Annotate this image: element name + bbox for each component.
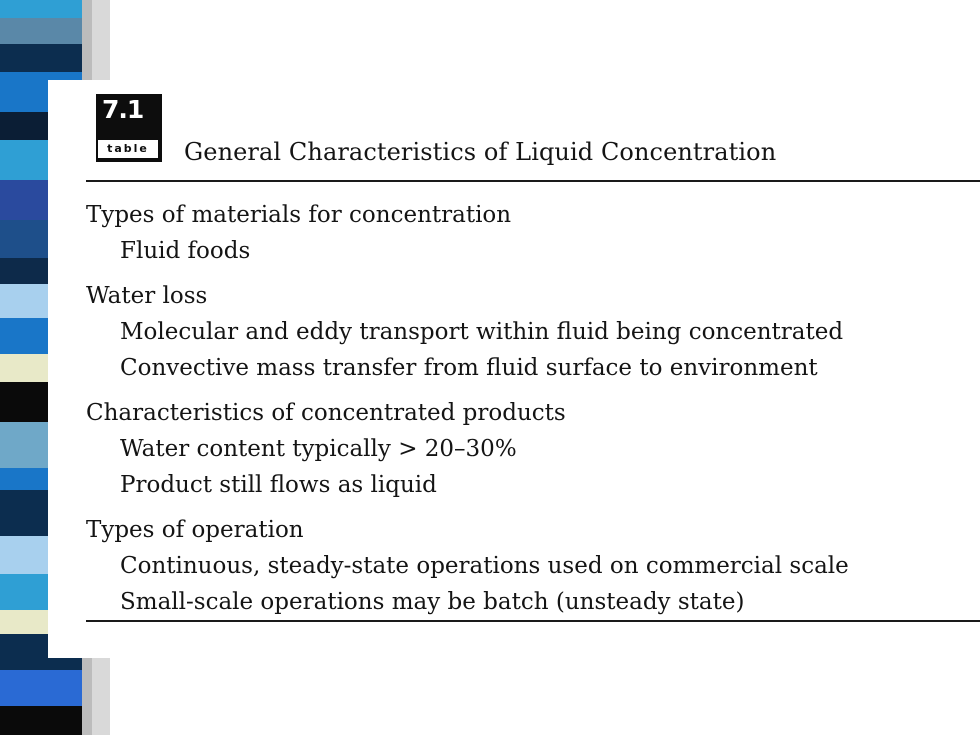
section-item: Product still flows as liquid [120,472,437,498]
section-item: Convective mass transfer from fluid surface to environment [120,355,818,381]
section-products [86,395,966,503]
section-heading: Characteristics of concentrated products [86,400,566,426]
table-content [86,197,966,629]
section-heading: Types of operation [86,517,304,543]
bottom-rule [86,620,980,622]
section-item: Molecular and eddy transport within fluid being concentrated [120,319,844,345]
section-item: Water content typically > 20–30% [120,436,517,462]
section-heading: Water loss [86,283,208,309]
section-item: Fluid foods [120,238,251,264]
section-item: Small-scale operations may be batch (unsteady state) [120,589,745,615]
section-materials [86,197,966,269]
section-heading: Types of materials for concentration [86,202,512,228]
table-number-badge [96,94,162,162]
table-title: General Characteristics of Liquid Concentration [184,138,777,166]
top-rule [86,180,980,182]
table-card [48,80,980,658]
section-operation [86,512,966,620]
table-label: table [98,140,158,158]
section-item: Continuous, steady-state operations used on commercial scale [120,553,849,579]
table-number: 7.1 [102,95,144,124]
section-water-loss [86,278,966,386]
